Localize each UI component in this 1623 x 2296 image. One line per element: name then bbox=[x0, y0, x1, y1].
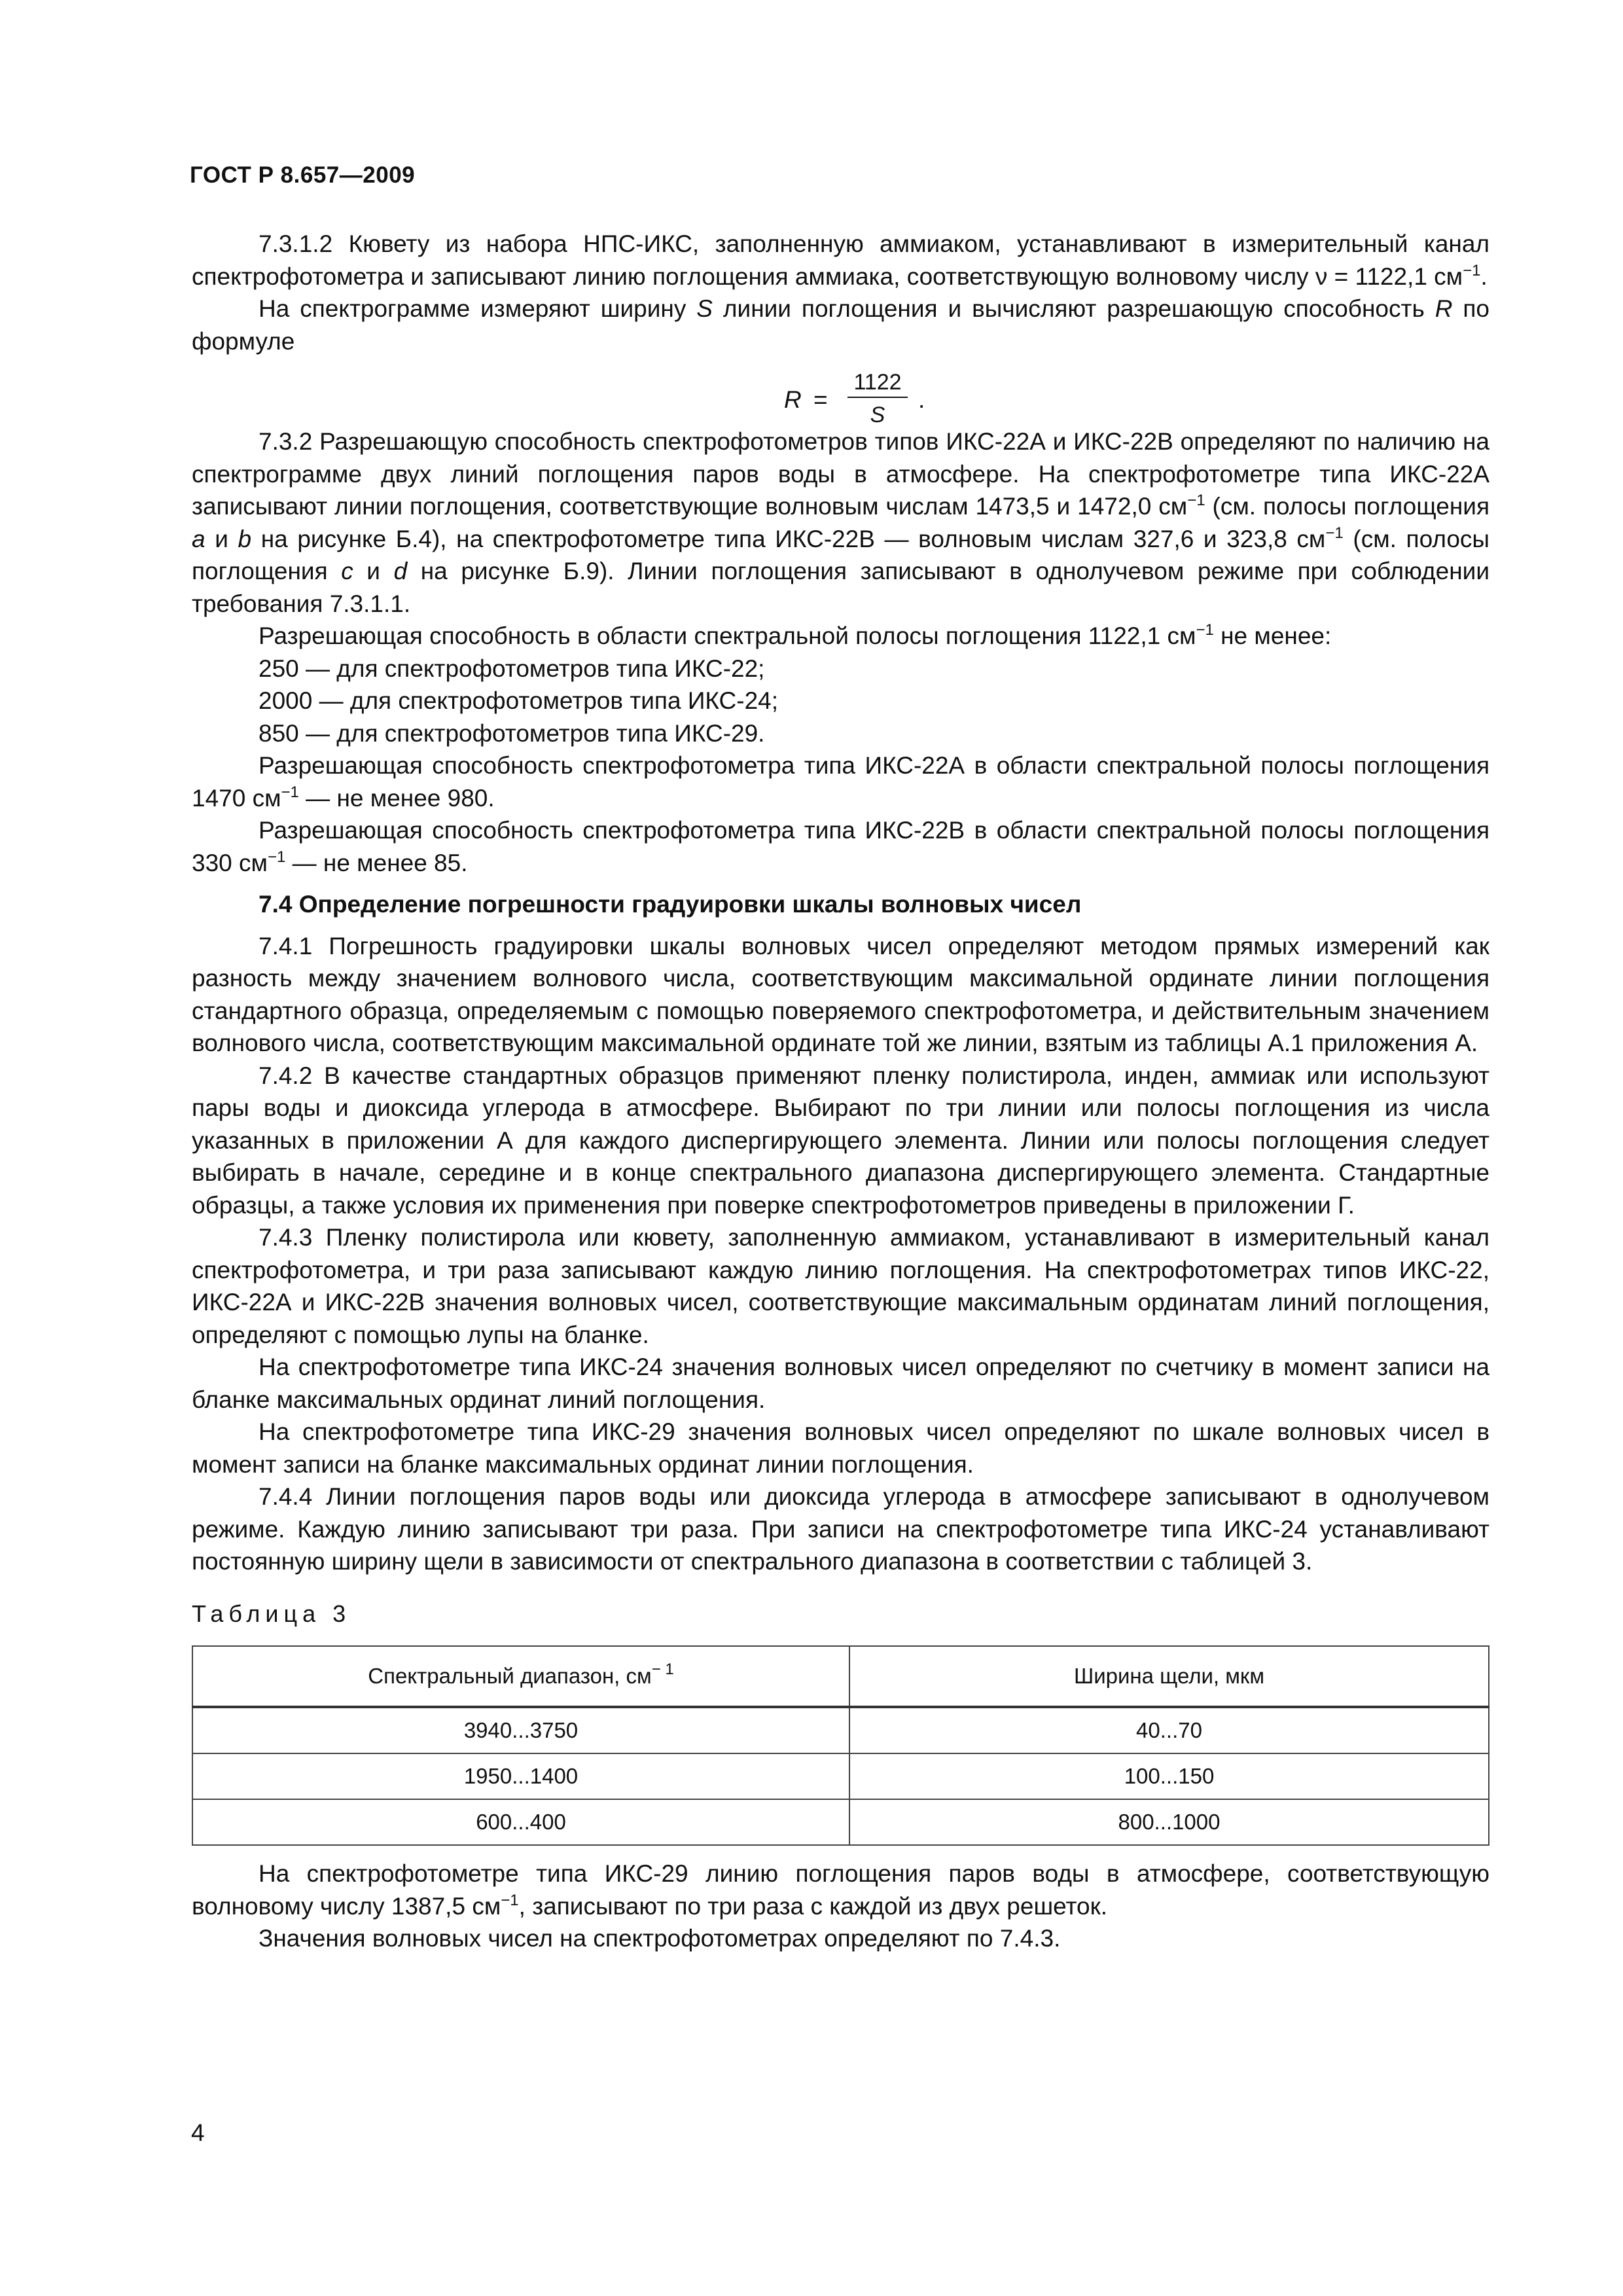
paragraph-iks24: На спектрофотометре типа ИКС-24 значения волновых чисел определяют по счетчику в момент записи на бланке максимальных ординат линий поглощения. bbox=[192, 1354, 1489, 1413]
italic-letter: c bbox=[341, 558, 353, 584]
paragraph-7-3-2 bbox=[192, 425, 1489, 620]
resolution-formula bbox=[192, 359, 1489, 427]
superscript: −1 bbox=[1187, 492, 1205, 509]
table-header-width: Ширина щели, мкм bbox=[849, 1646, 1489, 1707]
text-run: На спектрограмме измеряют ширину bbox=[259, 295, 697, 322]
superscript: − 1 bbox=[651, 1660, 674, 1679]
body-text bbox=[192, 228, 1489, 1955]
text-run: (см. полосы поглощения bbox=[1205, 493, 1489, 520]
text-run: и bbox=[353, 558, 394, 584]
text-run: Разрешающая способность спектрофотометра типа ИКС-22А в области спектральной полосы поглощения 1470 см bbox=[192, 752, 1489, 812]
paragraph-7-4-3: 7.4.3 Пленку полистирола или кювету, заполненную аммиаком, устанавливают в измерительный канал спектрофотометра, и три раза записывают каждую линию поглощения. На спектрофотометрах типов ИКС-22, ИКС-22А и ИКС-22В значения волновых чисел, соответствующие максимальным ординатам линий поглощения, определяют с помощью лупы на бланке. bbox=[192, 1224, 1489, 1348]
superscript: −1 bbox=[281, 783, 299, 801]
paragraph-end: . bbox=[1480, 262, 1488, 290]
text-run: , записывают по три раза с каждой из двух решеток. bbox=[518, 1892, 1108, 1920]
italic-letter: a bbox=[192, 525, 205, 552]
page-number: 4 bbox=[191, 2119, 205, 2146]
formula-denominator: S bbox=[870, 403, 885, 427]
paragraph-7-4-2: 7.4.2 В качестве стандартных образцов применяют пленку полистирола, инден, аммиак или используют пары воды и диоксида углерода в атмосфере. Выбирают по три линии или полосы поглощения из числа указанных в приложении А для каждого диспергирующего элемента. Линии или полосы поглощения следует выбирать в начале, середине и в конце спектрального диапазона диспергирующего элемента. Стандартные образцы, а также условия их применения при поверке спектрофотометров приведены в приложении Г. bbox=[192, 1062, 1489, 1219]
text-run: на рисунке Б.9). Линии поглощения записывают в однолучевом режиме при соблюдении требования 7.3.1.1. bbox=[192, 558, 1489, 617]
paragraph-iks29-water bbox=[192, 1857, 1489, 1922]
table-cell-range: 1950...1400 bbox=[192, 1753, 849, 1799]
fraction-bar bbox=[847, 397, 908, 398]
superscript: −1 bbox=[1325, 524, 1344, 542]
formula-lhs: R bbox=[784, 386, 802, 413]
formula-end: . bbox=[918, 386, 925, 413]
table-header-range bbox=[192, 1646, 849, 1707]
text-run: и bbox=[205, 525, 238, 552]
section-heading-7-4: 7.4 Определение погрешности градуировки шкалы волновых чисел bbox=[259, 891, 1082, 918]
paragraph-iks22b bbox=[192, 814, 1489, 879]
table-header-row bbox=[192, 1646, 1489, 1707]
symbol-s: S bbox=[696, 295, 713, 322]
text-run: 7.3.2 Разрешающую способность спектрофотометров типов ИКС-22А и ИКС-22В определяют по наличию на спектрограмме двух линий поглощения паров воды в атмосфере. На спектрофотометре типа ИКС-22А записывают линии поглощения, соответствующие волновым числам 1473,5 и 1472,0 см bbox=[192, 428, 1489, 520]
table-cell-range: 600...400 bbox=[192, 1799, 849, 1845]
text-run: по формуле bbox=[192, 295, 1489, 355]
text-run: На спектрофотометре типа ИКС-29 линию поглощения паров воды в атмосфере, соответствующую волновому числу 1387,5 см bbox=[192, 1860, 1489, 1920]
table-row bbox=[192, 1707, 1489, 1753]
italic-letter: b bbox=[238, 525, 252, 552]
text-run: линии поглощения и вычисляют разрешающую способность bbox=[712, 295, 1435, 322]
text-run: — не менее 85. bbox=[285, 849, 468, 876]
superscript: −1 bbox=[501, 1891, 519, 1909]
list-item-iks22: 250 — для спектрофотометров типа ИКС-22; bbox=[259, 655, 765, 682]
symbol-r: R bbox=[1435, 295, 1453, 322]
italic-letter: d bbox=[393, 558, 408, 584]
superscript: −1 bbox=[1196, 621, 1214, 639]
table-caption: Таблица 3 bbox=[192, 1600, 351, 1627]
table-row bbox=[192, 1799, 1489, 1845]
table-cell-range: 3940...3750 bbox=[192, 1707, 849, 1753]
paragraph-final: Значения волновых чисел на спектрофотометрах определяют по 7.4.3. bbox=[259, 1925, 1061, 1952]
formula-equals: = bbox=[813, 386, 828, 413]
paragraph-spectrogram bbox=[192, 293, 1489, 357]
text-run: Разрешающая способность спектрофотометра типа ИКС-22В в области спектральной полосы поглощения 330 см bbox=[192, 817, 1489, 876]
standard-header: ГОСТ Р 8.657—2009 bbox=[190, 162, 416, 188]
paragraph-iks29: На спектрофотометре типа ИКС-29 значения волновых чисел определяют по шкале волновых чисел в момент записи на бланке максимальных ординат линии поглощения. bbox=[192, 1418, 1489, 1478]
text-run: (см. полосы поглощения bbox=[192, 525, 1490, 584]
paragraph-iks22a bbox=[192, 749, 1489, 814]
text-run: на рисунке Б.4), на спектрофотометре типа ИКС-22В — волновым числам 327,6 и 323,8 см bbox=[251, 525, 1326, 552]
paragraph-7-3-1-2 bbox=[192, 228, 1489, 293]
text-run: Разрешающая способность в области спектральной полосы поглощения 1122,1 см bbox=[259, 622, 1196, 649]
formula-numerator: 1122 bbox=[853, 370, 902, 395]
text-run: не менее: bbox=[1213, 622, 1332, 649]
list-item-iks29: 850 — для спектрофотометров типа ИКС-29. bbox=[259, 719, 765, 747]
header-text: Спектральный диапазон, см bbox=[368, 1664, 652, 1689]
paragraph-7-4-1: 7.4.1 Погрешность градуировки шкалы волновых чисел определяют методом прямых измерений как разность между значением волнового числа, соответствующим максимальной ординате линии поглощения стандартного образца, определяемым с помощью поверяемого спектрофотометра, и действительным значением волнового числа, соответствующим максимальной ординате той же линии, взятым из таблицы А.1 приложения А. bbox=[192, 932, 1489, 1056]
table-cell-width: 800...1000 bbox=[849, 1799, 1489, 1845]
list-item-iks24: 2000 — для спектрофотометров типа ИКС-24; bbox=[259, 687, 779, 714]
text-run: — не менее 980. bbox=[298, 784, 495, 812]
superscript: −1 bbox=[1463, 261, 1481, 279]
paragraph-text: 7.3.1.2 Кювету из набора НПС-ИКС, заполненную аммиаком, устанавливают в измерительный канал спектрофотометра и записывают линию поглощения аммиака, соответствующую волновому числу ν = 1122,1 см bbox=[192, 230, 1489, 290]
table-cell-width: 40...70 bbox=[849, 1707, 1489, 1753]
superscript: −1 bbox=[267, 848, 286, 866]
table-row bbox=[192, 1753, 1489, 1799]
table-3 bbox=[192, 1645, 1489, 1846]
paragraph-7-4-4: 7.4.4 Линии поглощения паров воды или диоксида углерода в атмосфере записывают в однолучевом режиме. Каждую линию записывают три раза. При записи на спектрофотометре типа ИКС-24 устанавливают постоянную ширину щели в зависимости от спектрального диапазона в соответствии с таблицей 3. bbox=[192, 1483, 1489, 1575]
table-cell-width: 100...150 bbox=[849, 1753, 1489, 1799]
paragraph-resolution-min bbox=[192, 620, 1489, 653]
